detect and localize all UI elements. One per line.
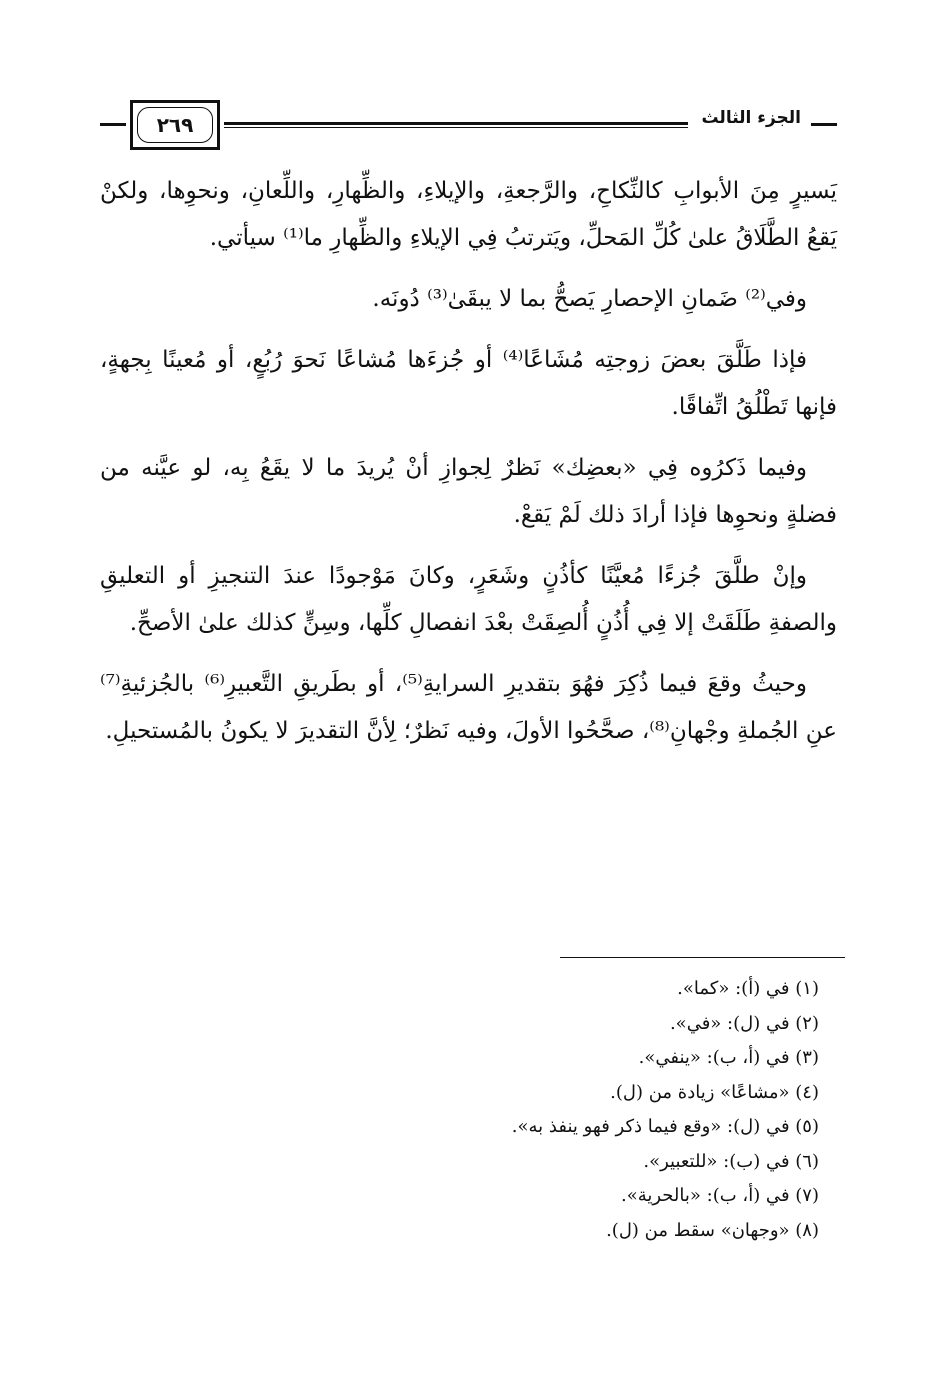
part-title: الجزء الثالث [701,108,801,128]
footnote: (٤) «مشاعًا» زيادة من (ل). [610,1081,819,1103]
main-text [100,168,837,769]
footnote: (٥) في (ل): «وقع فيما ذكر فهو ينفذ به». [511,1116,819,1137]
paragraph: يَسيرٍ مِنَ الأبوابِ كالنِّكاحِ، والرَّجعةِ، والإيلاءِ، والظِّهارِ، واللِّعانِ، ونحوِها، ولكنْ يَقعُ الطَّلَاقُ علىٰ كُلِّ المَحلِّ، ويَترتبُ فِي الإيلاءِ والظِّهارِ ما⁽¹⁾ سيأتي. [100,178,837,251]
page-number: ٢٦٩ [137,107,213,143]
header-rule-left [100,123,126,126]
header-rule-right [811,123,837,126]
header-rule [224,122,688,128]
paragraph: وإنْ طلَّقَ جُزءًا مُعيَّنًا كأذُنٍ وشَعَرٍ، وكانَ مَوْجودًا عندَ التنجيزِ أو التعليقِ والصفةِ طَلَقَتْ إلا فِي أُذُنٍ أُلصِقَتْ بعْدَ انفصالِ كلِّها، وسِنٍّ كذلك علىٰ الأصحِّ. [100,563,837,636]
footnotes-list [219,972,819,1248]
footnote: (٣) في (أ، ب): «ينفي». [638,1047,819,1068]
footnote: (٧) في (أ، ب): «بالحرية». [620,1185,819,1206]
paragraph: فإذا طَلَّقَ بعضَ زوجتِه مُشَاعًا⁽⁴⁾ أو جُزءَها مُشاعًا نَحوَ رُبُعٍ، أو مُعينًا بِجهةٍ، فإنها تَطْلُقُ اتِّفاقًا. [100,347,837,420]
paragraph: وحيثُ وقعَ فيما ذُكِرَ فهُوَ بتقديرِ السرايةِ⁽⁵⁾، أو بطَريقِ التَّعبيرِ⁽⁶⁾ بالجُزئيةِ⁽⁷⁾ عنِ الجُملةِ وجْهانِ⁽⁸⁾، صحَّحُوا الأولَ، وفيه نَظرٌ؛ لِأنَّ التقديرَ لا يكونُ بالمُستحيلِ. [100,671,837,744]
footnote: (١) في (أ): «كما». [677,978,819,999]
footnote-separator [560,957,845,958]
page-number-frame [130,100,220,150]
page-header [100,100,837,156]
footnote: (٢) في (ل): «في». [669,1012,819,1034]
paragraph: وفي⁽²⁾ ضَمانِ الإحصارِ يَصحُّ بما لا يبقَىٰ⁽³⁾ دُونَه. [372,286,807,312]
footnote: (٨) «وجهان» سقط من (ل). [606,1219,819,1241]
paragraph: وفيما ذَكرُوه فِي «بعضِك» نَظرٌ لِجوازِ أنْ يُريدَ ما لا يقَعُ بِه، لو عيَّنه من فضلةٍ ونحوِها فإذا أرادَ ذلك لَمْ يَقعْ. [100,455,837,528]
footnote: (٦) في (ب): «للتعبير». [643,1150,819,1172]
